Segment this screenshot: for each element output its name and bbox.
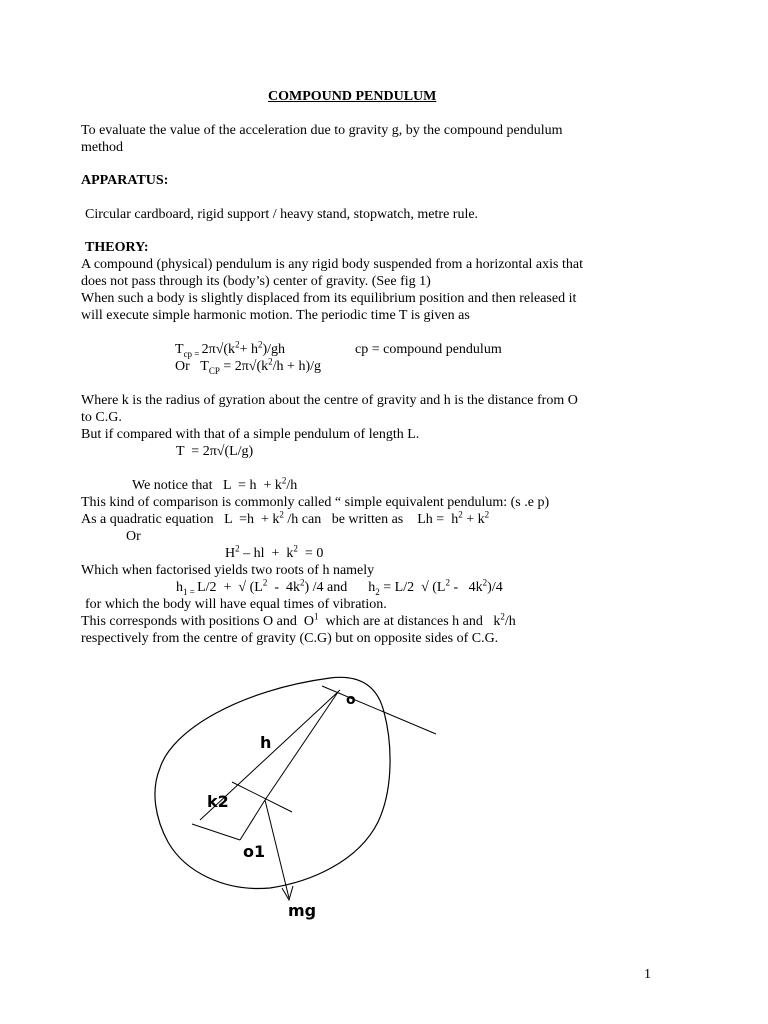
theory-heading: THEORY: (85, 240, 149, 255)
apparatus-text: Circular cardboard, rigid support / heavy stand, stopwatch, metre rule. (85, 207, 479, 222)
theory-line-1: A compound (physical) pendulum is any rigid body suspended from a horizontal axis that (81, 257, 583, 272)
equal-times-line: for which the body will have equal times of vibration. (85, 597, 387, 612)
theory-line-2: does not pass through its (body’s) center of gravity. (See fig 1) (81, 274, 431, 289)
quadratic-prefix: As a quadratic equation (81, 512, 214, 527)
aim-line-2: method (81, 140, 123, 155)
label-k2: k2 (207, 792, 229, 811)
theory-line-3: When such a body is slightly displaced from its equilibrium position and then released it (81, 291, 577, 306)
quadratic-suffix: be written as (331, 512, 404, 527)
o1-tick-line (192, 824, 240, 840)
cardboard-outline (155, 677, 390, 888)
respectively-line: respectively from the centre of gravity (C.G) but on opposite sides of C.G. (81, 631, 499, 646)
page-title: COMPOUND PENDULUM (268, 89, 437, 104)
weight-line (265, 800, 289, 898)
cg-tick-line (232, 782, 292, 812)
corresponds-middle: which are at distances h and (325, 614, 483, 629)
label-mg: mg (288, 901, 317, 920)
or-label: Or (126, 529, 141, 544)
equation-tcp-1: $T_{cp =}$ $2\pi√(k^2+ h^2)/gh$ (175, 339, 286, 359)
sep-line: This kind of comparison is commonly called “ simple equivalent pendulum: (s .e p) (81, 495, 550, 510)
support-line (322, 686, 436, 734)
notice-label: We notice that (132, 478, 213, 493)
equation-quadratic: $H^2$ – hl + $k^2 = 0$ (225, 543, 324, 561)
where-line-1: Where k is the radius of gyration about the centre of gravity and h is the distance from O (81, 393, 578, 408)
compare-line: But if compared with that of a simple pendulum of length L. (81, 427, 420, 442)
compound-pendulum-figure (0, 660, 768, 930)
label-h: h (260, 733, 272, 752)
factor-line: Which when factorised yields two roots of h namely (81, 563, 375, 578)
apparatus-heading: APPARATUS: (81, 173, 169, 188)
label-o1: o1 (243, 842, 266, 861)
equation-simple-t: T = 2π√(L/g) (176, 444, 254, 459)
equation-tcp-2: Or $T_{CP} = 2\pi√(k^2/h + h)/g$ (175, 356, 321, 376)
corresponds-line: This corresponds with positions O and $O^1$ which are at distances h and $k^2/h$ (81, 611, 516, 629)
equation-roots: $h_{1 =}$ L/2 + √ $(L^2 - 4k^2)$ /4 and $h_2 = L/2$ √ $(L^2 - 4k^2)/4$ (176, 577, 503, 597)
quadratic-line: As a quadratic equation $L =h + k^2$ /h can be written as $Lh = h^2 + k^2$ (81, 509, 490, 527)
page-number: 1 (644, 967, 651, 982)
notice-line: We notice that $L = h + k^2/h$ (132, 475, 298, 493)
where-line-2: to C.G. (81, 410, 122, 425)
cg-to-o1-line (240, 800, 265, 840)
label-o: o (346, 692, 356, 708)
cp-definition: cp = compound pendulum (355, 342, 502, 357)
corresponds-prefix: This corresponds with positions O and (81, 614, 297, 629)
theory-line-4: will execute simple harmonic motion. The periodic time T is given as (81, 308, 470, 323)
aim-line-1: To evaluate the value of the acceleration due to gravity g, by the compound pendulum (81, 123, 563, 138)
pivot-to-cg-line (265, 692, 338, 800)
